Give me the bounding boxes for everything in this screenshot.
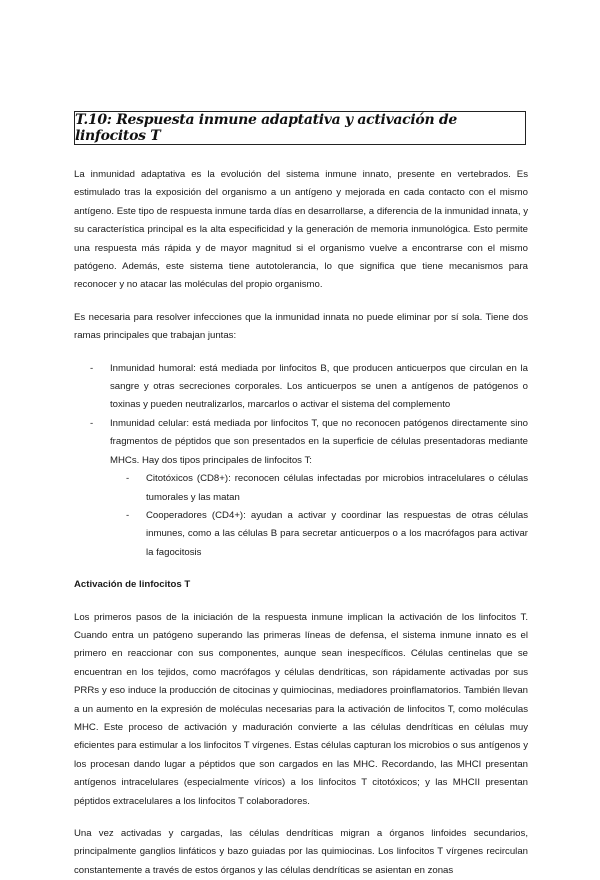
activation-paragraph-1: Los primeros pasos de la iniciación de la respuesta inmune implican la activación de los linfocitos T. Cuando entra un patógeno superando las primeras líneas de defensa, el sistema inmune innato es el primero en reaccionar con sus componentes, aunque sean inespecíficos. Células centinelas que se encuentran en los tejidos, como macrófagos y células dendríticas, son rápidamente activadas por sus PRRs y eso induce la producción de citocinas y quimiocinas, mediadores proinflamatorios. También llevan a un aumento en la expresión de moléculas necesarias para la activación de linfocitos T, como moléculas MHC. Este proceso de activación y maduración convierte a las células dendríticas en células muy eficientes para estimular a los linfocitos T vírgenes. Estas células capturan los microbios o sus antígenos y los procesan dando lugar a péptidos que son cargados en las MHC. Recordando, las MHCI presentan antígenos intracelulares (especialmente víricos) a los linfocitos T citotóxicos; y las MHCII presentan péptidos extracelulares a los linfocitos T colaboradores.: [74, 611, 528, 807]
branches-list: [74, 360, 528, 562]
title-box: [74, 111, 526, 145]
cellular-text: Inmunidad celular: está mediada por linfocitos T, que no reconocen patógenos directamente sino fragmentos de péptidos que son presentados en la superficie de células presentadoras mediante MHCs. Hay dos tipos principales de linfocitos T:: [110, 417, 528, 466]
list-item-helper: [110, 507, 528, 562]
list-item-cytotoxic: [110, 470, 528, 507]
list-item-cellular: [74, 415, 528, 562]
section-heading: Activación de linfocitos T: [74, 579, 191, 591]
t-cell-types-list: [110, 470, 528, 562]
document-body: [74, 166, 528, 880]
humoral-text: Inmunidad humoral: está mediada por linfocitos B, que producen anticuerpos que circulan en la sangre y otras secreciones corporales. Los anticuerpos se unen a antígenos de patógenos o toxinas y pueden neutralizarlos, marcarlos o activar el sistema del complemento: [110, 362, 528, 411]
activation-paragraph-2: Una vez activadas y cargadas, las células dendríticas migran a órganos linfoides secundarios, principalmente ganglios linfáticos y bazo guiadas por las quimiocinas. Los linfocitos T vírgenes recirculan constantemente a través de estos órganos y las células dendríticas se asientan en zonas: [74, 828, 528, 876]
list-item-humoral: [74, 360, 528, 415]
helper-text: Cooperadores (CD4+): ayudan a activar y coordinar las respuestas de otras células inmunes, como a las células B para secretar anticuerpos o a los macrófagos para activar la fagocitosis: [146, 509, 528, 558]
intro-paragraph: La inmunidad adaptativa es la evolución del sistema inmune innato, presente en vertebrados. Es estimulado tras la exposición del organismo a un antígeno y mejorada en cada contacto con el mismo antígeno. Este tipo de respuesta inmune tarda días en desarrollarse, a diferencia de la inmunidad innata, y su característica principal es la alta especificidad y la generación de memoria inmunológica. Esto permite una respuesta más rápida y de mayor magnitud si el organismo vuelve a encontrarse con el mismo patógeno. Además, este sistema tiene autotolerancia, lo que significa que tiene mecanismos para reconocer y no atacar las moléculas del propio organismo.: [74, 169, 528, 291]
branches-intro-paragraph: Es necesaria para resolver infecciones que la inmunidad innata no puede eliminar por sí sola. Tiene dos ramas principales que trabajan juntas:: [74, 311, 528, 342]
cytotoxic-text: Citotóxicos (CD8+): reconocen células infectadas por microbios intracelulares o células tumorales y las matan: [146, 473, 528, 503]
page-title: T.10: Respuesta inmune adaptativa y activación de linfocitos T: [75, 112, 458, 144]
